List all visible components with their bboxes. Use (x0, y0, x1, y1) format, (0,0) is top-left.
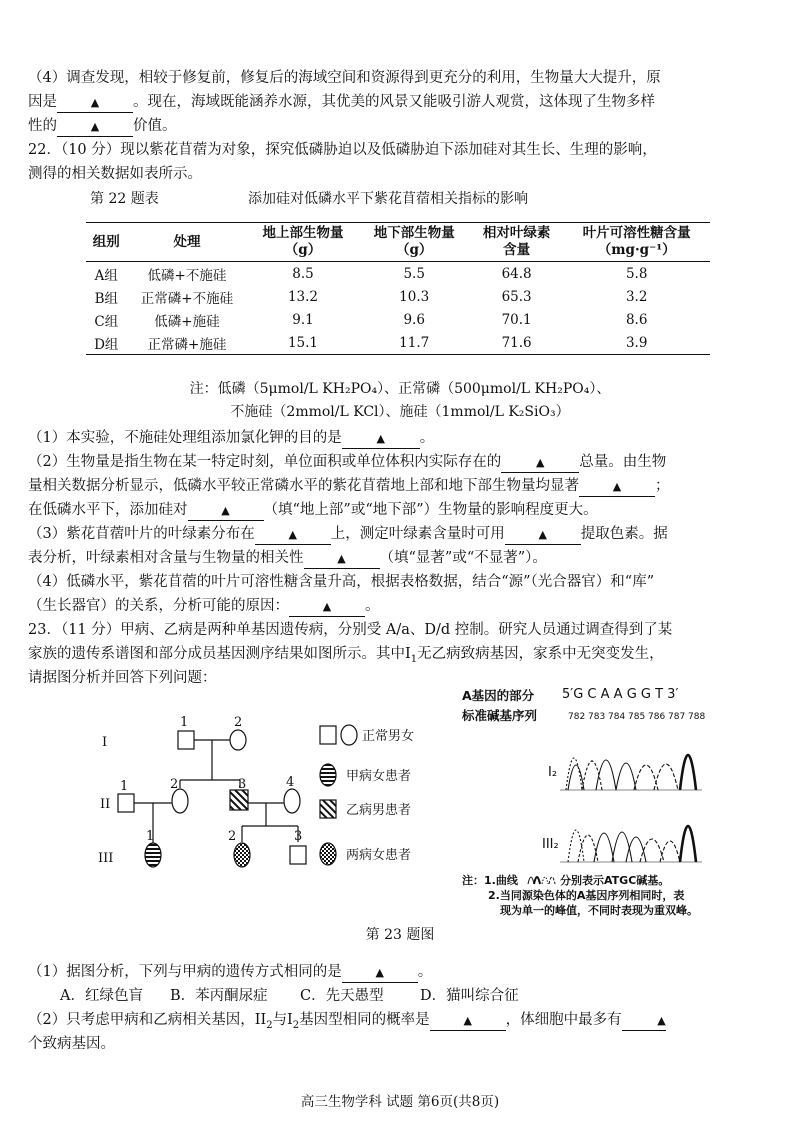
page-footer: 高三生物学科 试题 第6页(共8页) (300, 1094, 500, 1110)
q21-4-line1: （4）调查发现，相较于修复前，修复后的海域空间和资源得到更充分的利用，生物量大大提升，原 (28, 70, 661, 86)
q22-sub1: （1）本实验，不施硅处理组添加氯化钾的目的是 ▲ 。 (28, 426, 776, 450)
pedigree-number: 1 (180, 715, 189, 730)
answer-blank[interactable]: ▲ (304, 549, 380, 569)
option-a[interactable]: A．红绿色盲 (60, 988, 143, 1004)
pedigree-I2-female (230, 730, 246, 750)
q23-sub1: （1）据图分析，下列与甲病的遗传方式相同的是 ▲ 。 (28, 960, 776, 984)
answer-blank[interactable]: ▲ (622, 1011, 666, 1031)
pedigree-number: 1 (146, 829, 155, 844)
pedigree-number: 1 (120, 779, 129, 794)
pedigree-I1-male (178, 731, 194, 749)
legend-jia-symbol (320, 764, 336, 786)
q22-sub3-line2: 表分析，叶绿素相对含量与生物量的相关性 ▲ （填“显著”或“不显著”）。 (28, 546, 776, 570)
option-b[interactable]: B．苯丙酮尿症 (170, 988, 268, 1004)
seq-label-I2: I₂ (548, 765, 558, 780)
answer-blank[interactable]: ▲ (255, 525, 331, 545)
table-row (86, 308, 710, 331)
pedigree-II4-female (284, 789, 300, 813)
table-header-cell: 相对叶绿素 含量 (470, 223, 564, 262)
q23-sub2-line2: 个致病基因。 (28, 1036, 115, 1052)
table-row (86, 285, 710, 308)
table-cell: B组 (94, 290, 118, 307)
table-note-2: 不施硅（2mmol/L KCl）、施硅（1mmol/L K₂SiO₃） (230, 404, 570, 420)
pedigree-III2-both-female (234, 843, 250, 867)
table-header-cell: 组别 (86, 223, 127, 262)
answer-blank[interactable]: ▲ (342, 963, 418, 983)
pedigree-III3-male (290, 846, 306, 864)
data-table (86, 222, 710, 355)
legend-label: 甲病女患者 (346, 769, 412, 784)
note-curve-icons (528, 877, 555, 884)
table-cell: 5.5 (403, 265, 425, 282)
gen-label-I: I (102, 735, 108, 750)
answer-blank[interactable]: ▲ (188, 501, 264, 521)
figure-caption: 第 23 题图 (365, 927, 435, 943)
q23-stem-line1: 23．（11 分）甲病、乙病是两种单基因遗传病，分别受 A/a、D/d 控制。研究人员通过调查得到了某 (28, 622, 673, 638)
answer-blank[interactable]: ▲ (57, 93, 133, 113)
seq-title-2: 标准碱基序列 (462, 708, 538, 723)
table-cell: 71.6 (470, 331, 564, 355)
q22-sub4-line2: （生长器官）的关系，分析可能的原因： ▲ 。 (28, 594, 776, 618)
seq-position: 782 (568, 712, 586, 722)
answer-blank[interactable]: ▲ (57, 117, 133, 137)
seq-position: 783 (588, 712, 606, 722)
table-cell: 10.3 (399, 288, 430, 305)
table-header-row (86, 223, 710, 262)
legend-yi-symbol (320, 800, 336, 818)
table-row (86, 331, 710, 355)
trace-I2 (560, 755, 702, 790)
legend-label: 乙病男患者 (346, 803, 412, 818)
answer-blank[interactable]: ▲ (505, 525, 581, 545)
table-header-cell: 地下部生物量 （g） (359, 223, 470, 262)
gen-label-III: III (98, 851, 114, 866)
pedigree-number: 3 (294, 829, 303, 844)
seq-position: 786 (648, 712, 666, 722)
pedigree-number: 2 (228, 829, 237, 844)
legend-female-symbol (341, 725, 357, 745)
table-cell: 13.2 (287, 288, 318, 305)
pedigree-II3-yi-male (230, 790, 248, 810)
pedigree-chart (80, 700, 450, 900)
legend-male-symbol (320, 726, 336, 744)
table-cell: 3.2 (625, 288, 648, 305)
seq-note-1a: 注：1.曲线 (462, 874, 518, 887)
seq-title-1: A基因的部分 (462, 688, 535, 703)
seq-bases: 5′G C A A G G T 3′ (562, 687, 679, 702)
q21-4-line2: 因是 ▲ 。现在，海域既能涵养水源，其优美的风景又能吸引游人观赏，这体现了生物多样 (28, 90, 776, 114)
seq-position: 784 (608, 712, 626, 722)
table-cell: 低磷+施硅 (154, 313, 220, 330)
trace-III2 (560, 826, 702, 862)
table-header-cell: 处理 (127, 223, 248, 262)
table-cell: 8.5 (292, 265, 314, 282)
option-c[interactable]: C．先天愚型 (300, 988, 384, 1004)
table-cell: 11.7 (359, 331, 470, 355)
q22-sub2-line3: 在低磷水平下，添加硅对 ▲ （填“地上部”或“地下部”）生物量的影响程度更大。 (28, 498, 776, 522)
answer-blank[interactable]: ▲ (342, 429, 420, 449)
table-label: 第 22 题表 (90, 191, 159, 207)
q23-options (60, 984, 800, 1008)
q22-stem-line1: 22．（10 分）现以紫花苜蓿为对象，探究低磷胁迫以及低磷胁迫下添加硅对其生长、生理的影响， (28, 142, 657, 158)
table-cell: A组 (94, 267, 118, 284)
pedigree-III1-jia-female (145, 843, 161, 867)
table-cell: 9.6 (403, 311, 425, 328)
table-cell: 9.1 (292, 311, 314, 328)
option-d[interactable]: D．猫叫综合征 (420, 988, 519, 1004)
seq-position: 788 (688, 712, 706, 722)
table-cell: C组 (94, 313, 119, 330)
q22-stem-line2: 测得的相关数据如表所示。 (28, 166, 202, 182)
table-title: 添加硅对低磷水平下紫花苜蓿相关指标的影响 (248, 191, 528, 207)
q22-sub4-line1: （4）低磷水平，紫花苜蓿的叶片可溶性糖含量升高，根据表格数据，结合“源”（光合器官）和“库” (28, 574, 655, 590)
seq-position: 785 (628, 712, 646, 722)
q22-sub2-line1: （2）生物量是指生物在某一特定时刻，单位面积或单位体积内实际存在的 ▲ 总量。由生物 (28, 450, 776, 474)
pedigree-II2-female (172, 789, 188, 813)
table-note-1: 注：低磷（5μmol/L KH₂PO₄）、正常磷（500μmol/L KH₂PO₄）、 (189, 381, 611, 397)
pedigree-number: 3 (238, 777, 247, 792)
pedigree-number: 2 (170, 777, 179, 792)
table-cell: 64.8 (501, 265, 532, 282)
table-cell: 正常磷+不施硅 (140, 290, 234, 307)
table-cell: 70.1 (501, 311, 532, 328)
legend-label: 正常男女 (362, 729, 415, 744)
q23-stem-line3: 请据图分析并回答下列问题： (28, 670, 217, 686)
sequencing-figure (456, 680, 746, 922)
answer-blank[interactable]: ▲ (501, 453, 579, 473)
gen-label-II: II (100, 797, 111, 812)
table-cell: 正常磷+施硅 (127, 331, 248, 355)
seq-position: 787 (668, 712, 686, 722)
q22-sub2-line2: 量相关数据分析显示，低磷水平较正常磷水平的紫花苜蓿地上部和地下部生物量均显著 ▲ ； (28, 474, 776, 498)
q22-sub3-line1: （3）紫花苜蓿叶片的叶绿素分布在 ▲ 上，测定叶绿素含量时可用 ▲ 提取色素。据 (28, 522, 776, 546)
table-row (86, 262, 710, 286)
answer-blank[interactable]: ▲ (430, 1011, 506, 1031)
table-cell: 5.8 (625, 265, 648, 282)
seq-note-3: 现为单一的峰值，不同时表现为重双峰。 (500, 904, 698, 917)
pedigree-number: 4 (286, 775, 295, 790)
q21-4-line3: 性的 ▲ 价值。 (28, 114, 776, 138)
seq-note-2: 2.当同源染色体的A基因序列相同时，表 (488, 889, 685, 902)
table-cell: 65.3 (501, 288, 532, 305)
answer-blank[interactable]: ▲ (579, 477, 655, 497)
pedigree-number: 2 (234, 715, 243, 730)
table-cell: 15.1 (247, 331, 358, 355)
table-header-cell: 叶片可溶性糖含量 （mg·g⁻¹） (563, 223, 710, 262)
q23-sub2-line1: （2）只考虑甲病和乙病相关基因，$II_2$与$I_2$基因型相同的概率是 ▲ ，体细胞中最多有 ▲ (28, 1012, 666, 1031)
q23-stem-line2: 家族的遗传系谱图和部分成员基因测序结果如图所示。其中$I_1$无乙病致病基因，家系中无突变发生， (28, 646, 664, 665)
table-cell: 8.6 (625, 311, 648, 328)
table-cell: 低磷+不施硅 (147, 267, 227, 284)
legend-label: 两病女患者 (346, 848, 412, 863)
table-cell: D组 (86, 331, 127, 355)
seq-note-1b: 分别表示ATGC碱基。 (560, 874, 670, 887)
table-header-cell: 地上部生物量 （g） (247, 223, 358, 262)
pedigree-II1-male (118, 794, 134, 812)
table-cell: 3.9 (563, 331, 710, 355)
legend-both-symbol (320, 843, 336, 865)
seq-label-III2: III₂ (542, 837, 559, 852)
answer-blank[interactable]: ▲ (289, 597, 365, 617)
